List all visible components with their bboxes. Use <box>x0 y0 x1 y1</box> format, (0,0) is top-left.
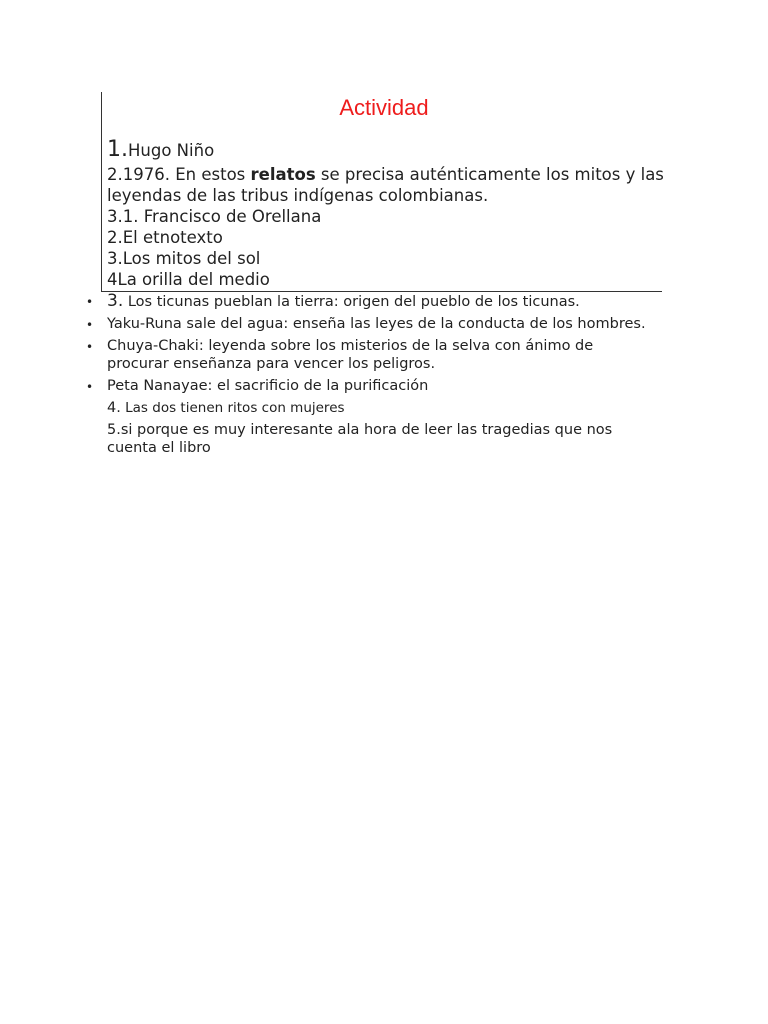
answer-1-number: 1. <box>107 137 128 162</box>
answer-line-3: 3.1. Francisco de Orellana <box>107 207 322 226</box>
list-item <box>86 337 646 373</box>
answer-2-pre: 2.1976. En estos <box>107 165 251 184</box>
bullet-icon: • <box>86 318 94 332</box>
list-item <box>86 292 646 311</box>
answer-block <box>107 137 667 290</box>
answer-line-6: 4La orilla del medio <box>107 270 270 289</box>
page-title <box>0 95 768 121</box>
answer-2-bold: relatos <box>250 165 316 184</box>
answer-1-text: Hugo Niño <box>128 141 215 160</box>
bullet-text: Yaku-Runa sale del agua: enseña las leyes de la conducta de los hombres. <box>107 316 646 332</box>
bullet-icon: • <box>86 295 94 309</box>
bullet-icon: • <box>86 340 94 354</box>
answer-item-5 <box>86 421 646 457</box>
answer-2-post: se precisa auténticamente los mitos y las leyendas de las tribus indígenas colombianas. <box>107 165 664 205</box>
answer-4-number: 4. <box>107 400 121 416</box>
bullet-list <box>86 292 646 461</box>
answer-5-text: 5.si porque es muy interesante ala hora de leer las tragedias que nos cuenta el libro <box>107 422 613 456</box>
bullet-text: Chuya-Chaki: leyenda sobre los misterios de la selva con ánimo de procurar enseñanza para vencer los peligros. <box>107 338 594 372</box>
list-item <box>86 377 646 395</box>
answer-line-4: 2.El etnotexto <box>107 228 223 247</box>
bullet-icon: • <box>86 380 94 394</box>
bullet-text: Los ticunas pueblan la tierra: origen del pueblo de los ticunas. <box>123 294 580 310</box>
answer-line-5: 3.Los mitos del sol <box>107 249 261 268</box>
bullet-text: Peta Nanayae: el sacrificio de la purificación <box>107 378 429 394</box>
list-item <box>86 315 646 333</box>
page-title-text: Actividad <box>339 95 429 120</box>
answer-item-4 <box>86 399 646 417</box>
bullet-number: 3. <box>107 291 124 311</box>
answer-line-2 <box>107 164 667 206</box>
answer-line-1 <box>107 137 667 164</box>
answer-4-text: Las dos tienen ritos con mujeres <box>120 400 345 416</box>
